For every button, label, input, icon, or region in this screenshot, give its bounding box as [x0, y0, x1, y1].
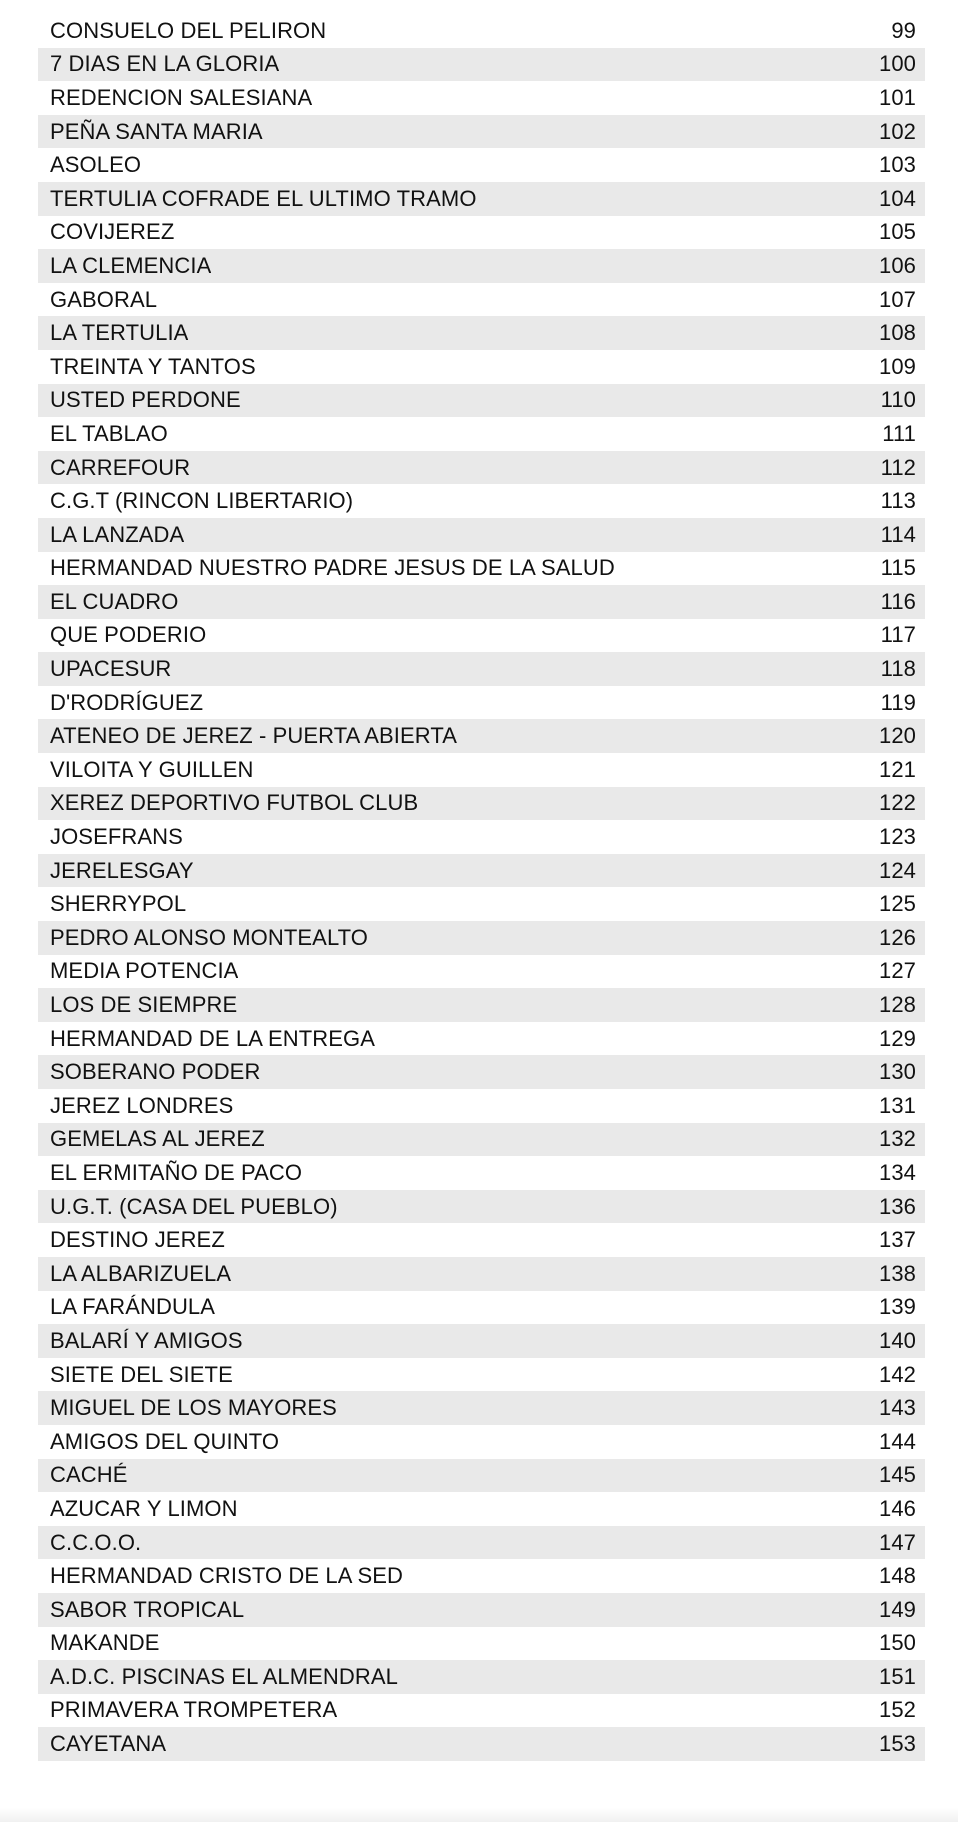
entry-name: PEDRO ALONSO MONTEALTO	[50, 924, 369, 950]
table-row	[38, 1593, 925, 1627]
table-row	[38, 48, 925, 82]
entry-number: 140	[878, 1327, 916, 1353]
entry-number: 117	[880, 622, 916, 648]
entry-number: 113	[880, 488, 916, 514]
entry-name: JOSEFRANS	[50, 824, 183, 850]
table-row	[38, 1223, 925, 1257]
entry-name: ASOLEO	[50, 152, 142, 178]
entry-name: LOS DE SIEMPRE	[50, 992, 238, 1018]
entry-number: 145	[878, 1462, 916, 1488]
entry-number: 119	[880, 689, 916, 715]
entry-name: HERMANDAD NUESTRO PADRE JESUS DE LA SALUD	[50, 555, 615, 581]
table-row	[38, 820, 925, 854]
table-row	[38, 1089, 925, 1123]
table-row	[38, 854, 925, 888]
entry-number: 99	[891, 17, 916, 43]
table-row	[38, 1459, 925, 1493]
table-row	[38, 1727, 925, 1761]
entry-number: 115	[880, 555, 916, 581]
entry-number: 126	[878, 924, 916, 950]
table-row	[38, 384, 925, 418]
table-row	[38, 988, 925, 1022]
entry-name: 7 DIAS EN LA GLORIA	[50, 51, 280, 77]
entry-name: C.C.O.O.	[50, 1529, 142, 1555]
entry-name: LA FARÁNDULA	[50, 1294, 216, 1320]
table-row	[38, 1022, 925, 1056]
table-row	[38, 686, 925, 720]
table-row	[38, 1559, 925, 1593]
entry-name: VILOITA Y GUILLEN	[50, 756, 254, 782]
entry-name: EL CUADRO	[50, 588, 179, 614]
entry-name: CAYETANA	[50, 1731, 167, 1757]
entry-name: EL TABLAO	[50, 420, 168, 446]
entry-name: CACHÉ	[50, 1462, 128, 1488]
entry-number: 144	[878, 1428, 916, 1454]
table-row	[38, 417, 925, 451]
table-row	[38, 753, 925, 787]
table-row	[38, 1526, 925, 1560]
entry-number: 129	[878, 1025, 916, 1051]
entry-number: 105	[878, 219, 916, 245]
entry-number: 147	[878, 1529, 916, 1555]
entry-name: LA TERTULIA	[50, 320, 189, 346]
entry-number: 152	[878, 1697, 916, 1723]
entry-name: TERTULIA COFRADE EL ULTIMO TRAMO	[50, 185, 477, 211]
entry-name: LA LANZADA	[50, 521, 185, 547]
entry-name: U.G.T. (CASA DEL PUEBLO)	[50, 1193, 338, 1219]
entry-number: 110	[880, 387, 916, 413]
table-row	[38, 1291, 925, 1325]
entry-name: LA ALBARIZUELA	[50, 1260, 232, 1286]
table-row	[38, 148, 925, 182]
entry-name: CONSUELO DEL PELIRON	[50, 17, 327, 43]
entry-number: 132	[878, 1126, 916, 1152]
table-row	[38, 1257, 925, 1291]
entry-number: 104	[878, 185, 916, 211]
entry-name: HERMANDAD CRISTO DE LA SED	[50, 1563, 404, 1589]
table-row	[38, 249, 925, 283]
table-row	[38, 1694, 925, 1728]
entry-name: ATENEO DE JEREZ - PUERTA ABIERTA	[50, 723, 458, 749]
entry-number: 149	[878, 1596, 916, 1622]
entry-number: 134	[878, 1159, 916, 1185]
table-row	[38, 585, 925, 619]
entry-number: 139	[878, 1294, 916, 1320]
entry-name: TREINTA Y TANTOS	[50, 353, 256, 379]
entry-number: 143	[878, 1395, 916, 1421]
entry-number: 118	[880, 656, 916, 682]
entry-number: 151	[878, 1663, 916, 1689]
entry-number: 128	[878, 992, 916, 1018]
entry-number: 112	[880, 454, 916, 480]
table-row	[38, 1627, 925, 1661]
table-row	[38, 518, 925, 552]
entry-name: AMIGOS DEL QUINTO	[50, 1428, 280, 1454]
entry-name: SIETE DEL SIETE	[50, 1361, 233, 1387]
table-row	[38, 1391, 925, 1425]
table-row	[38, 1425, 925, 1459]
table-row	[38, 619, 925, 653]
entry-number: 111	[882, 420, 916, 446]
entry-name: JERELESGAY	[50, 857, 194, 883]
table-row	[38, 350, 925, 384]
entry-number: 137	[878, 1227, 916, 1253]
entry-name: UPACESUR	[50, 656, 172, 682]
entry-number: 127	[878, 958, 916, 984]
entry-name: PRIMAVERA TROMPETERA	[50, 1697, 338, 1723]
table-row	[38, 1660, 925, 1694]
table-row	[38, 81, 925, 115]
entry-name: EL ERMITAÑO DE PACO	[50, 1159, 303, 1185]
entry-name: DESTINO JEREZ	[50, 1227, 225, 1253]
entry-name: BALARÍ Y AMIGOS	[50, 1327, 243, 1353]
entry-name: SABOR TROPICAL	[50, 1596, 245, 1622]
table-row	[38, 719, 925, 753]
entry-number: 116	[880, 588, 916, 614]
entry-number: 100	[878, 51, 916, 77]
entry-number: 114	[880, 521, 916, 547]
table-row	[38, 1492, 925, 1526]
table-row	[38, 955, 925, 989]
table-row	[38, 1055, 925, 1089]
entry-number: 109	[878, 353, 916, 379]
table-row	[38, 115, 925, 149]
table-row	[38, 887, 925, 921]
table-row	[38, 787, 925, 821]
entry-number: 101	[878, 84, 916, 110]
entry-name: A.D.C. PISCINAS EL ALMENDRAL	[50, 1663, 398, 1689]
entry-number: 136	[878, 1193, 916, 1219]
table-row	[38, 484, 925, 518]
entry-name: D'RODRÍGUEZ	[50, 689, 204, 715]
table-row	[38, 182, 925, 216]
bottom-edge-shade	[0, 1808, 958, 1822]
entry-name: PEÑA SANTA MARIA	[50, 118, 263, 144]
entry-name: MIGUEL DE LOS MAYORES	[50, 1395, 337, 1421]
entry-number: 107	[878, 286, 916, 312]
table-row	[38, 451, 925, 485]
entry-number: 146	[878, 1495, 916, 1521]
entry-name: MEDIA POTENCIA	[50, 958, 239, 984]
entry-name: REDENCION SALESIANA	[50, 84, 313, 110]
table-row	[38, 921, 925, 955]
entry-name: USTED PERDONE	[50, 387, 241, 413]
entry-number: 124	[878, 857, 916, 883]
table-row	[38, 283, 925, 317]
table-row	[38, 552, 925, 586]
entry-number: 103	[878, 152, 916, 178]
entry-number: 130	[878, 1059, 916, 1085]
entry-name: SHERRYPOL	[50, 891, 187, 917]
table-row	[38, 216, 925, 250]
table-row	[38, 1123, 925, 1157]
entry-name: QUE PODERIO	[50, 622, 207, 648]
entry-number: 142	[878, 1361, 916, 1387]
entry-name: C.G.T (RINCON LIBERTARIO)	[50, 488, 354, 514]
table-row	[38, 1156, 925, 1190]
entry-name: GEMELAS AL JEREZ	[50, 1126, 265, 1152]
entry-name: LA CLEMENCIA	[50, 252, 212, 278]
table-row	[38, 14, 925, 48]
entry-number: 102	[878, 118, 916, 144]
entry-name: JEREZ LONDRES	[50, 1092, 234, 1118]
entry-name: HERMANDAD DE LA ENTREGA	[50, 1025, 376, 1051]
entry-number: 150	[878, 1630, 916, 1656]
table-row	[38, 1358, 925, 1392]
entry-name: SOBERANO PODER	[50, 1059, 261, 1085]
table-row	[38, 1190, 925, 1224]
entry-name: MAKANDE	[50, 1630, 160, 1656]
entry-number: 106	[878, 252, 916, 278]
entry-number: 125	[878, 891, 916, 917]
entry-number: 108	[878, 320, 916, 346]
entry-name: XEREZ DEPORTIVO FUTBOL CLUB	[50, 790, 419, 816]
table-row	[38, 316, 925, 350]
table-row	[38, 652, 925, 686]
entry-number: 121	[878, 756, 916, 782]
entry-number: 153	[878, 1731, 916, 1757]
entry-number: 131	[878, 1092, 916, 1118]
entry-number: 122	[878, 790, 916, 816]
entry-name: CARREFOUR	[50, 454, 191, 480]
entry-number: 120	[878, 723, 916, 749]
entry-number: 123	[878, 824, 916, 850]
entry-name: COVIJEREZ	[50, 219, 175, 245]
entry-name: AZUCAR Y LIMON	[50, 1495, 238, 1521]
table-row	[38, 1324, 925, 1358]
entry-number: 148	[878, 1563, 916, 1589]
entries-table	[38, 14, 925, 1761]
entry-name: GABORAL	[50, 286, 158, 312]
entry-number: 138	[878, 1260, 916, 1286]
